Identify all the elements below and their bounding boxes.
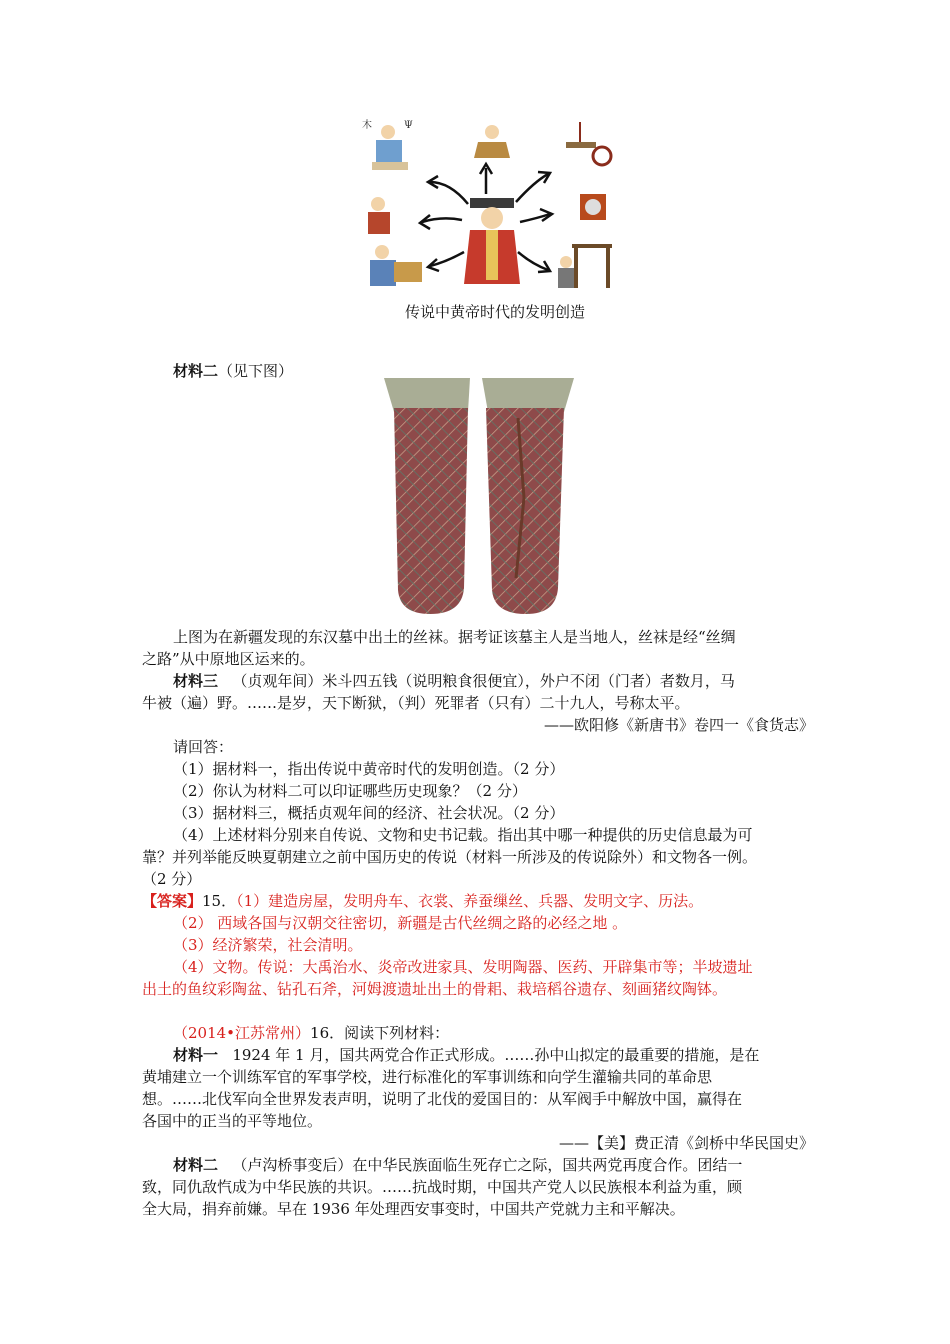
question-4-line1: （4）上述材料分别来自传说、文物和史书记载。指出其中哪一种提供的历史信息最为可	[173, 826, 753, 844]
answer-tag: 【答案】	[142, 892, 203, 910]
svg-text:Ψ: Ψ	[404, 120, 413, 131]
question-3: （3）据材料三，概括贞观年间的经济、社会状况。（2 分）	[173, 804, 565, 822]
material3-line1	[173, 670, 845, 693]
m1-line3: 想。……北伐军向全世界发表声明，说明了北伐的爱国目的：从军阀手中解放中国，赢得在	[142, 1090, 743, 1108]
questions-prompt: 请回答：	[173, 738, 234, 756]
m1-line4: 各国中的正当的平等地位。	[142, 1112, 323, 1130]
question-4-line3: （2 分）	[142, 870, 202, 888]
answer-2: （2） 西域各国与汉朝交往密切，新疆是古代丝绸之路的必经之地 。	[173, 914, 628, 932]
left-sock	[384, 378, 470, 614]
answer-4-line2: 出土的鱼纹彩陶盆、钻孔石斧，河姆渡遗址出土的骨耜、栽培稻谷遗存、刻画猪纹陶钵。	[142, 980, 728, 998]
q16-title: 16．阅读下列材料：	[310, 1024, 450, 1042]
socks-desc-line2: 之路”从中原地区运来的。	[142, 650, 315, 668]
cart-scene	[566, 122, 611, 165]
teacher-scene	[474, 125, 510, 158]
material2-note: （见下图）	[218, 362, 294, 380]
m2-text: （卢沟桥事变后）在中华民族面临生死存亡之际，国共两党再度合作。团结一	[232, 1156, 743, 1174]
answer-line1	[142, 890, 814, 913]
emperor-figure	[464, 198, 520, 284]
material3-label: 材料三	[173, 672, 219, 690]
m2-label: 材料二	[173, 1156, 219, 1174]
writing-scene	[362, 118, 413, 170]
m1-line1	[173, 1044, 845, 1067]
clock-scene	[580, 194, 606, 220]
silk-socks-photo	[378, 378, 578, 616]
material3-source: ——欧阳修《新唐书》卷四一《食货志》	[543, 716, 814, 734]
figure-caption: 传说中黄帝时代的发明创造	[404, 303, 585, 321]
material3-text: （贞观年间）米斗四五钱（说明粮食很便宜），外户不闭（门者）者数月，马	[232, 672, 735, 690]
m2-line3: 全大局，捐弃前嫌。早在 1936 年处理西安事变时，中国共产党就力主和平解决。	[142, 1200, 685, 1218]
socks-desc-line1: 上图为在新疆发现的东汉墓中出土的丝袜。据考证该墓主人是当地人，丝袜是经“丝绸	[173, 628, 736, 646]
question-1: （1）据材料一，指出传说中黄帝时代的发明创造。（2 分）	[173, 760, 565, 778]
silk-scene	[368, 197, 390, 234]
answer-3: （3）经济繁荣，社会清明。	[173, 936, 363, 954]
answer-number: 15．	[202, 892, 237, 910]
question-4-line2: 靠？并列举能反映夏朝建立之前中国历史的传说（材料一所涉及的传说除外）和文物各一例。	[142, 848, 758, 866]
svg-text:木: 木	[362, 120, 372, 131]
answer-1: （1）建造房屋，发明舟车、衣裳、养蚕缫丝、兵器、发明文字、历法。	[236, 892, 704, 910]
weaving-scene	[370, 245, 422, 286]
q16-heading	[173, 1022, 845, 1045]
huangdi-inventions-illustration	[358, 112, 620, 298]
question-2: （2）你认为材料二可以印证哪些历史现象？（2 分）	[173, 782, 527, 800]
right-sock	[482, 378, 574, 614]
answer-4-line1: （4）文物。传说：大禹治水、炎帝改进家具、发明陶器、医药、开辟集市等；半坡遗址	[173, 958, 753, 976]
q16-source: （2014•江苏常州）	[173, 1024, 311, 1042]
material2-label: 材料二	[173, 362, 219, 380]
m1-line2: 黄埔建立一个训练军官的军事学校，进行标准化的军事训练和向学生灌输共同的革命思	[142, 1068, 713, 1086]
m2-line1	[173, 1154, 845, 1177]
m1-text: 1924 年 1 月，国共两党合作正式形成。……孙中山拟定的最重要的措施，是在	[232, 1046, 760, 1064]
m1-source: ——【美】费正清《剑桥中华民国史》	[558, 1134, 814, 1152]
material3-line2: 牛被（遍）野。……是岁，天下断狱，（判）死罪者（只有）二十九人，号称太平。	[142, 694, 690, 712]
house-frame-scene	[558, 244, 612, 288]
m2-line2: 致，同仇敌忾成为中华民族的共识。……抗战时期，中国共产党人以民族根本利益为重，顾	[142, 1178, 743, 1196]
m1-label: 材料一	[173, 1046, 219, 1064]
